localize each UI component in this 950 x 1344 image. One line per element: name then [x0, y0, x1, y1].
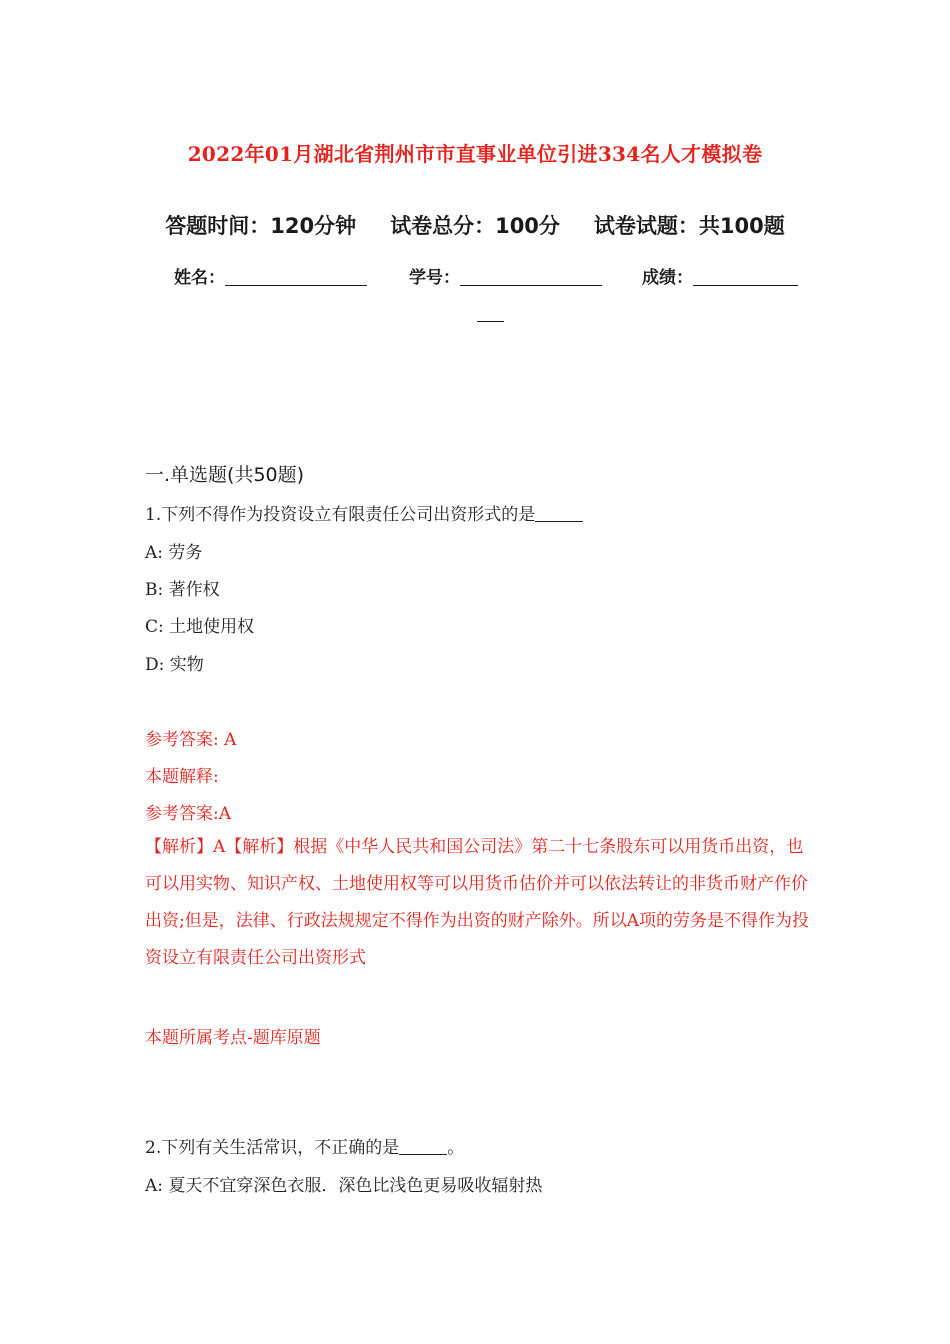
grade-label: 成绩：: [642, 268, 693, 288]
question-1-point: 本题所属考点-题库原题: [145, 1028, 321, 1048]
question-1-analysis: 【解析】A【解析】根据《中华人民共和国公司法》第二十七条股东可以用货币出资，也可以用实物、知识产权、土地使用权等可以用货币估价并可以依法转让的非货币财产作价出资;但是，法律、行政法规规定不得作为出资的财产除外。所以A项的劳务是不得作为投资设立有限责任公司出资形式: [145, 837, 810, 968]
question-1-option-d: D: 实物: [145, 655, 204, 675]
name-line: [225, 269, 367, 286]
exam-question-count: 试卷试题：共100题: [593, 214, 785, 238]
question-1-answer-repeat: 参考答案:A: [145, 804, 232, 824]
question-1-option-b: B: 著作权: [145, 580, 220, 600]
grade-line-continued: [477, 305, 504, 322]
student-id-label: 学号：: [409, 268, 460, 288]
exam-title: 2022年01月湖北省荆州市市直事业单位引进334名人才模拟卷: [187, 142, 763, 166]
question-1-option-c: C: 土地使用权: [145, 617, 255, 637]
name-field: [174, 263, 367, 288]
question-1-explain-label: 本题解释:: [145, 767, 219, 787]
name-label: 姓名：: [174, 268, 225, 288]
question-2-option-a: A: 夏天不宜穿深色衣服．深色比浅色更易吸收辐射热: [145, 1176, 543, 1196]
grade-line: [693, 269, 798, 286]
student-id-line: [460, 269, 602, 286]
answer-blank: [399, 1140, 447, 1155]
section-title: 一.单选题(共50题): [145, 464, 305, 486]
exam-time: 答题时间：120分钟: [165, 214, 357, 238]
student-id-field: [409, 263, 602, 288]
question-2-stem: 2.下列有关生活常识，不正确的是 。: [145, 1138, 465, 1158]
question-1-answer: 参考答案: A: [145, 730, 237, 750]
answer-blank: [535, 507, 583, 522]
question-1-stem: 1.下列不得作为投资设立有限责任公司出资形式的是: [145, 500, 583, 525]
exam-meta: [0, 210, 950, 240]
grade-field: [642, 263, 798, 288]
exam-total-score: 试卷总分：100分: [390, 214, 560, 238]
question-1-option-a: A: 劳务: [145, 543, 203, 563]
